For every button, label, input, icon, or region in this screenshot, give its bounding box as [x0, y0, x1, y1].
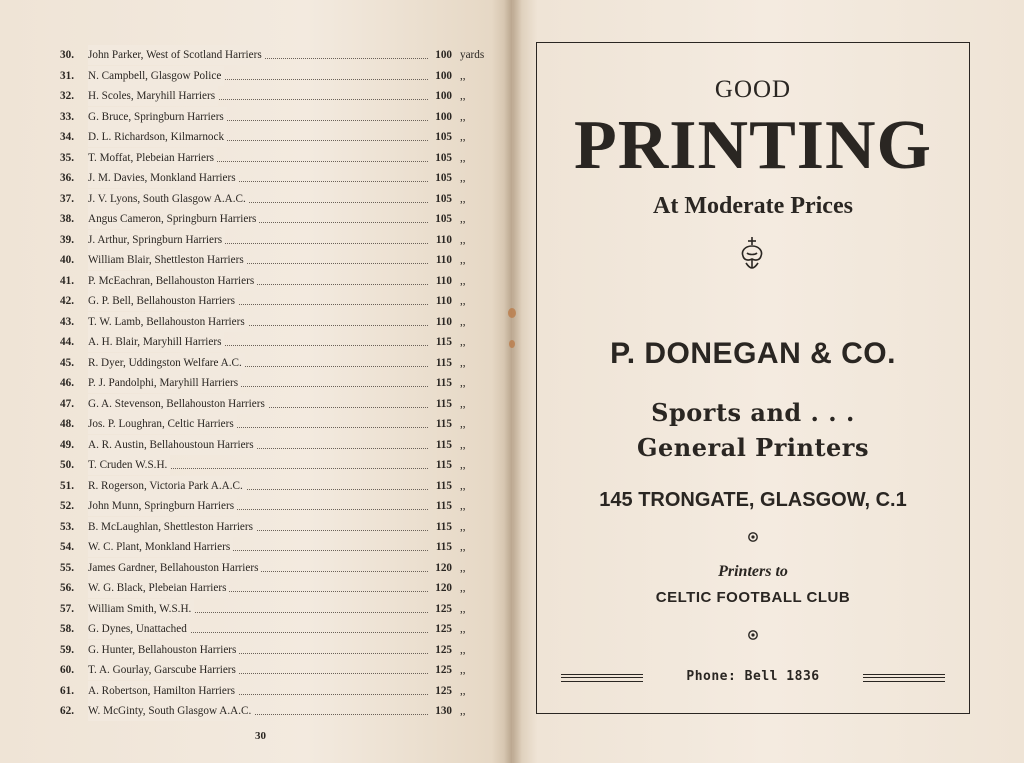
entry-name: T. A. Gourlay, Garscube Harriers: [88, 660, 239, 680]
entry-name-leader: [88, 414, 428, 434]
entry-number: 52.: [60, 500, 74, 512]
entry-unit: yards: [460, 49, 485, 61]
entry-name: James Gardner, Bellahouston Harriers: [88, 558, 261, 578]
list-item: [60, 681, 500, 702]
entry-name: T. Cruden W.S.H.: [88, 455, 170, 475]
entry-name-leader: [88, 312, 428, 332]
entry-unit: ,,: [460, 520, 466, 533]
entry-number: 50.: [60, 459, 74, 471]
entry-name: T. W. Lamb, Bellahouston Harriers: [88, 312, 248, 332]
advert-client-name: CELTIC FOOTBALL CLUB: [655, 589, 851, 606]
entry-number: 39.: [60, 233, 74, 246]
list-item: [60, 517, 500, 538]
entry-name-leader: [88, 353, 428, 373]
entry-name: J. M. Davies, Monkland Harriers: [88, 168, 239, 188]
entry-name: T. Moffat, Plebeian Harriers: [88, 148, 217, 168]
entry-number: 30.: [60, 49, 74, 61]
entry-value: 110: [435, 254, 452, 266]
entry-value: 125: [435, 684, 452, 697]
entry-number: 57.: [60, 602, 74, 615]
entry-number: 49.: [60, 438, 74, 451]
advert-company-name: P. DONEGAN & CO.: [610, 337, 896, 370]
entry-name-leader: [88, 435, 428, 455]
entry-name-leader: [88, 189, 428, 209]
entry-name: A. Robertson, Hamilton Harriers: [88, 681, 238, 701]
entry-name: John Parker, West of Scotland Harriers: [88, 45, 265, 65]
list-item: [60, 66, 500, 87]
entry-name: Angus Cameron, Springburn Harriers: [88, 209, 259, 229]
advert-phone-row: [561, 669, 945, 689]
list-item: [60, 537, 500, 558]
entry-name-leader: [88, 230, 428, 250]
entry-value: 115: [435, 438, 452, 451]
entry-name-leader: [88, 558, 428, 578]
list-item: [60, 435, 500, 456]
entry-name: J. Arthur, Springburn Harriers: [88, 230, 225, 250]
entry-name-leader: [88, 619, 428, 639]
advert-phone: Phone: Bell 1836: [686, 669, 820, 684]
entry-unit: ,,: [460, 192, 466, 205]
entry-name-leader: [88, 332, 428, 352]
entry-number: 45.: [60, 356, 74, 369]
entry-number: 41.: [60, 274, 74, 287]
entry-unit: ,,: [460, 664, 466, 676]
advert-good: GOOD: [714, 76, 792, 103]
page-number: 30: [255, 730, 266, 742]
entry-number: 48.: [60, 418, 74, 430]
entry-name: H. Scoles, Maryhill Harriers: [88, 86, 218, 106]
entry-unit: ,,: [460, 705, 466, 717]
entry-unit: ,,: [460, 500, 466, 512]
entry-name-leader: [88, 640, 428, 660]
entry-value: 115: [435, 500, 452, 512]
entry-unit: ,,: [460, 459, 466, 471]
entry-number: 32.: [60, 90, 74, 102]
entry-name: P. McEachran, Bellahouston Harriers: [88, 271, 257, 291]
entry-name-leader: [88, 250, 428, 270]
entry-name: J. V. Lyons, South Glasgow A.A.C.: [88, 189, 249, 209]
entry-number: 40.: [60, 254, 74, 266]
list-item: [60, 558, 500, 579]
stain-mark: [508, 308, 516, 318]
list-item: [60, 45, 500, 66]
entry-unit: ,,: [460, 397, 466, 410]
entry-number: 42.: [60, 295, 74, 307]
entry-number: 62.: [60, 705, 74, 717]
entry-value: 125: [435, 664, 452, 676]
entry-name: Jos. P. Loughran, Celtic Harriers: [88, 414, 237, 434]
entry-unit: ,,: [460, 254, 466, 266]
list-item: [60, 107, 500, 128]
entry-value: 115: [435, 336, 452, 348]
entry-number: 31.: [60, 69, 74, 82]
advert-frame: [536, 42, 970, 714]
entry-name-leader: [88, 394, 428, 414]
entry-number: 35.: [60, 151, 74, 164]
entry-number: 43.: [60, 315, 74, 328]
list-item: [60, 373, 500, 394]
entry-name: G. P. Bell, Bellahouston Harriers: [88, 291, 238, 311]
list-item: [60, 619, 500, 640]
entry-number: 46.: [60, 377, 74, 389]
list-item: [60, 168, 500, 189]
entry-name-leader: [88, 455, 428, 475]
entry-unit: ,,: [460, 479, 466, 492]
entry-value: 105: [435, 192, 452, 205]
list-item: [60, 640, 500, 661]
entry-number: 60.: [60, 664, 74, 676]
entry-unit: ,,: [460, 336, 466, 348]
stain-mark: [509, 340, 515, 348]
entry-unit: ,,: [460, 623, 466, 635]
entry-name-leader: [88, 373, 428, 393]
list-item: [60, 230, 500, 251]
entry-unit: ,,: [460, 418, 466, 430]
entry-number: 47.: [60, 397, 74, 410]
entry-unit: ,,: [460, 561, 466, 574]
entry-name: N. Campbell, Glasgow Police: [88, 66, 224, 86]
entry-name-leader: [88, 660, 428, 680]
list-item: [60, 332, 500, 353]
entry-value: 105: [435, 172, 452, 184]
list-item: [60, 189, 500, 210]
entry-unit: ,,: [460, 602, 466, 615]
entry-name-leader: [88, 476, 428, 496]
list-item: [60, 455, 500, 476]
entry-unit: ,,: [460, 356, 466, 369]
entry-name: W. McGinty, South Glasgow A.A.C.: [88, 701, 254, 721]
advert-general-printers-line: General Printers: [637, 433, 869, 462]
entry-name: G. Bruce, Springburn Harriers: [88, 107, 227, 127]
entry-value: 130: [435, 705, 452, 717]
entry-unit: ,,: [460, 315, 466, 328]
list-item: [60, 312, 500, 333]
entry-value: 105: [435, 131, 452, 143]
list-item: [60, 496, 500, 517]
entry-unit: ,,: [460, 69, 466, 82]
entry-value: 110: [435, 295, 452, 307]
entry-value: 100: [435, 110, 452, 123]
entry-name: W. C. Plant, Monkland Harriers: [88, 537, 233, 557]
entry-unit: ,,: [460, 643, 466, 656]
entry-unit: ,,: [460, 582, 466, 594]
bullet-ornament-icon: [747, 531, 759, 543]
list-item: [60, 353, 500, 374]
list-item: [60, 701, 500, 722]
entry-name: G. Hunter, Bellahouston Harriers: [88, 640, 239, 660]
list-item: [60, 476, 500, 497]
list-item: [60, 599, 500, 620]
entry-name-leader: [88, 599, 428, 619]
entry-name-leader: [88, 271, 428, 291]
entry-name-leader: [88, 578, 428, 598]
entry-unit: ,,: [460, 131, 466, 143]
entry-unit: ,,: [460, 213, 466, 225]
entry-number: 59.: [60, 643, 74, 656]
list-item: [60, 578, 500, 599]
entry-value: 100: [435, 69, 452, 82]
entry-value: 110: [435, 274, 452, 287]
entry-value: 100: [435, 49, 452, 61]
entry-unit: ,,: [460, 151, 466, 164]
entry-value: 115: [435, 377, 452, 389]
entry-value: 115: [435, 397, 452, 410]
entry-name: John Munn, Springburn Harriers: [88, 496, 237, 516]
entry-unit: ,,: [460, 377, 466, 389]
decorative-rule-right: [863, 674, 945, 682]
entry-name-leader: [88, 86, 428, 106]
entry-value: 115: [435, 541, 452, 553]
entry-value: 125: [435, 602, 452, 615]
entry-unit: ,,: [460, 90, 466, 102]
entry-name: R. Dyer, Uddingston Welfare A.C.: [88, 353, 245, 373]
entry-name-leader: [88, 681, 428, 701]
list-item: [60, 250, 500, 271]
entry-number: 54.: [60, 541, 74, 553]
entry-name-leader: [88, 107, 428, 127]
entry-value: 125: [435, 623, 452, 635]
entry-name: A. H. Blair, Maryhill Harriers: [88, 332, 224, 352]
list-item: [60, 271, 500, 292]
entry-number: 38.: [60, 213, 74, 225]
entry-name: A. R. Austin, Bellahoustoun Harriers: [88, 435, 257, 455]
entry-value: 105: [435, 213, 452, 225]
entry-value: 105: [435, 151, 452, 164]
entry-unit: ,,: [460, 541, 466, 553]
entry-number: 53.: [60, 520, 74, 533]
entry-name: G. Dynes, Unattached: [88, 619, 190, 639]
entry-number: 33.: [60, 110, 74, 123]
list-item: [60, 127, 500, 148]
advert-prices: At Moderate Prices: [653, 193, 853, 219]
entry-value: 115: [435, 479, 452, 492]
entry-value: 120: [435, 561, 452, 574]
entry-number: 61.: [60, 684, 74, 697]
list-item: [60, 414, 500, 435]
entry-value: 115: [435, 356, 452, 369]
page-gutter: [504, 0, 522, 763]
entry-name-leader: [88, 517, 428, 537]
entry-name: William Blair, Shettleston Harriers: [88, 250, 247, 270]
entry-name: R. Rogerson, Victoria Park A.A.C.: [88, 476, 246, 496]
entry-name: P. J. Pandolphi, Maryhill Harriers: [88, 373, 241, 393]
advert-printing-headline: PRINTING: [573, 107, 933, 184]
entry-name-leader: [88, 701, 428, 721]
advert-address: 145 TRONGATE, GLASGOW, C.1: [599, 489, 907, 511]
entry-value: 115: [435, 520, 452, 533]
list-item: [60, 86, 500, 107]
fleuron-ornament-icon: [735, 235, 769, 273]
entry-name-leader: [88, 66, 428, 86]
entry-name: G. A. Stevenson, Bellahouston Harriers: [88, 394, 268, 414]
entry-unit: ,,: [460, 172, 466, 184]
entry-name-leader: [88, 45, 428, 65]
entry-name: B. McLaughlan, Shettleston Harriers: [88, 517, 256, 537]
entry-number: 51.: [60, 479, 74, 492]
list-item: [60, 660, 500, 681]
entry-number: 58.: [60, 623, 74, 635]
entry-name: D. L. Richardson, Kilmarnock: [88, 127, 227, 147]
entry-unit: ,,: [460, 684, 466, 697]
entry-value: 100: [435, 90, 452, 102]
entry-name-leader: [88, 168, 428, 188]
entry-value: 115: [435, 418, 452, 430]
entry-unit: ,,: [460, 110, 466, 123]
entry-name-leader: [88, 127, 428, 147]
list-item: [60, 394, 500, 415]
entry-unit: ,,: [460, 274, 466, 287]
list-item: [60, 291, 500, 312]
entry-value: 115: [435, 459, 452, 471]
entry-unit: ,,: [460, 233, 466, 246]
entry-name-leader: [88, 148, 428, 168]
entry-name-leader: [88, 496, 428, 516]
entry-name: William Smith, W.S.H.: [88, 599, 194, 619]
entry-number: 34.: [60, 131, 74, 143]
entry-name-leader: [88, 291, 428, 311]
list-item: [60, 209, 500, 230]
entry-value: 120: [435, 582, 452, 594]
entry-value: 125: [435, 643, 452, 656]
entry-value: 110: [435, 315, 452, 328]
entry-list: [60, 45, 500, 722]
list-item: [60, 148, 500, 169]
entry-unit: ,,: [460, 295, 466, 307]
entry-number: 55.: [60, 561, 74, 574]
entry-number: 36.: [60, 172, 74, 184]
bullet-ornament-icon: [747, 629, 759, 641]
entry-number: 56.: [60, 582, 74, 594]
entry-number: 37.: [60, 192, 74, 205]
advert-printers-to: Printers to: [718, 563, 788, 580]
entry-name-leader: [88, 209, 428, 229]
entry-value: 110: [435, 233, 452, 246]
entry-name: W. G. Black, Plebeian Harriers: [88, 578, 229, 598]
entry-unit: ,,: [460, 438, 466, 451]
entry-number: 44.: [60, 336, 74, 348]
entry-name-leader: [88, 537, 428, 557]
advert-sports-line: Sports and . . .: [651, 398, 855, 427]
